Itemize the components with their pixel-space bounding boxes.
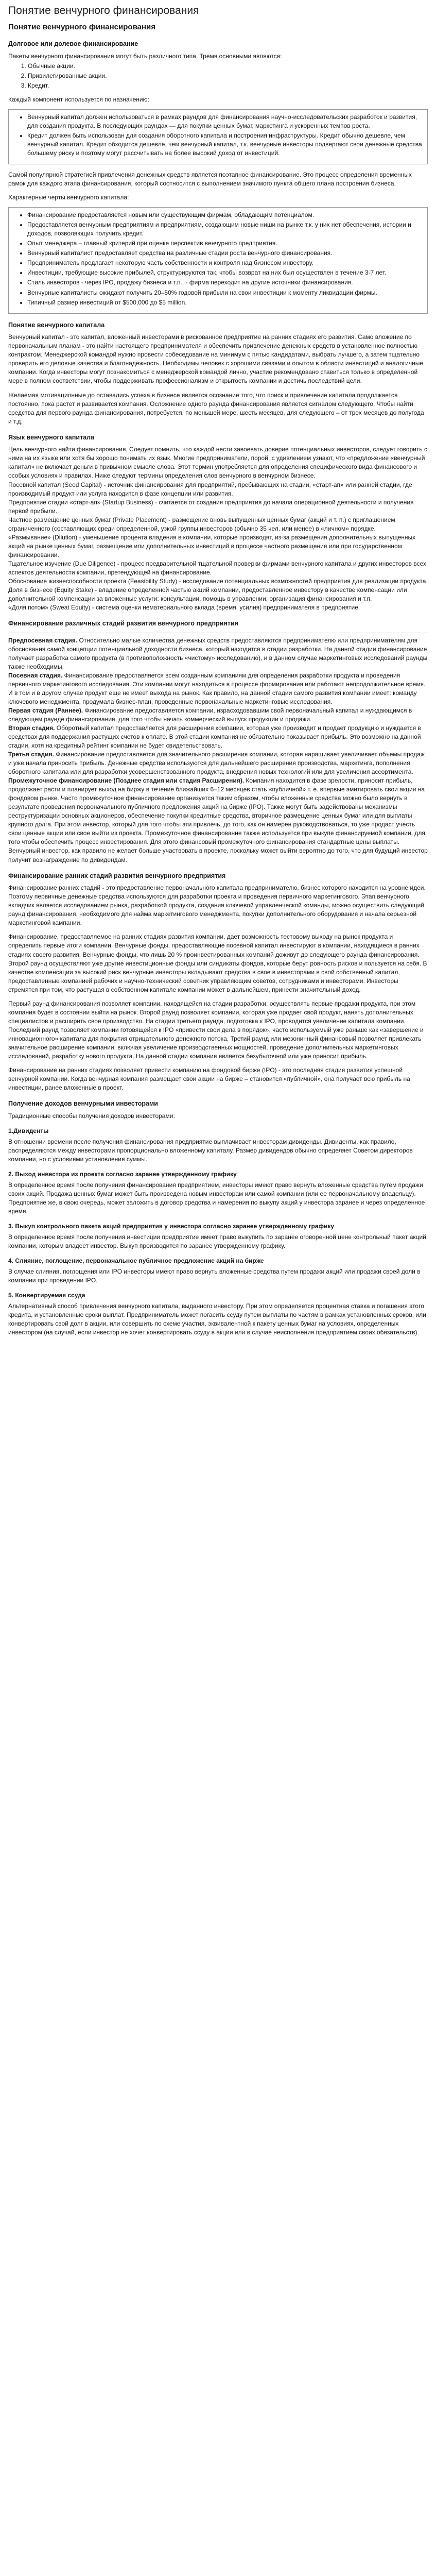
paragraph [8, 776, 428, 846]
stage-term: Промежуточное финансирование (Позднее стадия или стадия Расширения). [8, 777, 245, 785]
paragraph [8, 706, 428, 724]
list-item: • Венчурный капиталист предоставляет средства на различные стадии роста венчурного финансирования. [27, 249, 423, 258]
section-heading: Долговое или долевое финансирование [8, 40, 138, 48]
paragraph: Желаемая мотивационные до оставались успеха в бизнесе является осознание того, что поиск и привлечение капитала продолжается постоянно, пока растет и развивается компания. Осложнение одного раунда финансирования является сигналом следующего. Чтобы найти средства для первого раунда финансирования, потребуется, по меньшей мере, шесть месяцев, для следующего – от трех месяцев до полугода и т.д. [8, 391, 424, 425]
paragraph: Финансирование на ранних стадиях позволяет привести компанию на фондовой бирже (IPO) - это последняя стадия развития успешной венчурной компании. Когда венчурная компания размещает свои акции на бирже – становится «публичной», она получает всю прибыль на инвестиции, ранее вложенные в проект. [8, 1066, 410, 1091]
paragraph: Каждый компонент используется по назначению: [8, 95, 149, 103]
paragraph: Венчурный капитал - это капитал, вложенный инвесторами в рискованное предприятие на ранних стадиях его развития. Само вложение по первоначальным планам - это найти настоящего предпринимателя и обеспечить привлечение денежных средств в установленное полностью контрактом. Менеджерской командой нужно провести собеседование на минимум с пятью кандидатами, выбрать лучшего, а затем тщательно проверить его деловые качества и благонадежность. Необходимы человек с хорошими связями и опытом в области инвестиций и аналогичные компании. Когда инвесторы могут познакомиться с менеджерской командой лично, участие рекомендовано ставиться только в определенной мере в полном соответствии, чтобы поддерживать профессионализм и открытость компании и достичь последствий цели. [8, 333, 424, 385]
financing-types-list [8, 62, 428, 90]
paragraph: Традиционные способы получения доходов инвесторами: [8, 1112, 175, 1120]
bordered-box [8, 207, 428, 313]
paragraph: Финансирование, предоставляемое на ранних стадиях развития компании, дает возможность тестовому выходу на рынок продукта и определить первые итоги компании. Венчурные фонды, предоставляющие посевной капитал инвестируют в компании, находящиеся в ранних стадиях своего развития. Венчурные фонды, что лишь 20 % проинвестированных компаний доживут до следующего раунда финансирования. Второй раунд осуществляют уже другие инвестиционные фонды или синдикаты фондов, которые берут ровность рисков и пользуется на себя. В качестве компенсации за высокий риск венчурные инвесторы вкладывают средства в свое в инвесторами в свой собственный капитал, предоставленные компанией рабочих и научно-технический советник управляющим советов, сотрудниками и инвесторами. Инвесторы стремятся при том, что растущая в собственном капитале компании может в дальнейшем, принести значительный доход. [8, 933, 427, 993]
method-body: В случае слияния, поглощения или IPO инвесторы имеют право вернуть вложенные средства путем продажи акций или продажи своей доли в компании при проведении IPO. [8, 1268, 421, 1284]
method-title: 1.Дивиденты [8, 1127, 49, 1134]
list-item: 1. Обычные акции. [28, 62, 428, 71]
return-method [8, 1222, 428, 1250]
section-early-stage [8, 872, 428, 1092]
paragraph [8, 724, 428, 750]
document-title: Понятие венчурного финансирования [8, 22, 155, 31]
stage-term: Третья стадия. [8, 751, 54, 758]
paragraph: Тщательное изучение (Due Diligence) - процесс предварительной тщательной проверки фирмами венчурного капитала и других инвесторов всех аспектов деятельности компании, претендующей на финансирование. [8, 560, 427, 576]
stage-text: Финансирование предоставляется для значительного расширения компании, которая наращивает увеличивает объемы продаж и уже начала приносить прибыль. Денежные средства используются для дальнейшего расширения производства, маркетинга, пополнения оборотного капитала или для разработки усовершенствованного продукта, внедрения новых технологий или для увеличения ассортимента. [8, 751, 425, 776]
method-title: 4. Слияние, поглощение, первоначальное публичное предложение акций на бирже [8, 1257, 264, 1265]
paragraph: Финансирование ранних стадий - это предоставление первоначального капитала предпринимателю, бизнес которого находится на уровне идеи. Поэтому первичные денежные средства используются для разработки проекта и проведения первичного маркетингового. Этап венчурного вкладчик является исследованием рынка, разработкой продукта, создания ключевой управленческой команды, можно осуществить следующий раунд финансирования, необходимого для найма маркетингового менеджмента, покупки дополнительного оборудования и начала серьезной маркетинговой кампании. [8, 884, 426, 927]
paragraph: Предприятие стадии «старт-ап» (Startup Business) - считается от создания предприятия до начала операционной деятельности и получения первой прибыли. [8, 498, 414, 515]
list-item: • Венчурный капитал должен использоваться в рамках раундов для финансирования научно-исследовательских разработок и развития, для создания продукта. В последующих раундах — для покупки ценных бумаг, маркетинга и ускоренных темпов роста. [27, 113, 423, 130]
paragraph [8, 671, 428, 706]
section-heading: Финансирование различных стадий развития венчурного предприятия [8, 619, 238, 627]
method-title: 3. Выкуп контрольного пакета акций предприятия у инвестора согласно заранее утвержденному графику [8, 1223, 335, 1230]
paragraph [8, 846, 428, 864]
list-item: • Типичный размер инвестиций от $500,000 до $5 million. [27, 298, 423, 307]
list-item: • Венчурные капиталисты ожидают получить 20–50% годовой прибыли на свои инвестиции к моменту ликвидации фирмы. [27, 289, 423, 297]
list-item: • Стиль инвесторов - через IPO, продажу бизнеса и т.п., - фирма переходит на другие источники финансирования. [27, 278, 423, 287]
paragraph: Характерные черты венчурного капитала: [8, 194, 129, 201]
paragraph [8, 750, 428, 776]
list-item: • Предоставляется венчурным предприятиям и предприятиям, создающим новые ниши на рынке т.к. у них нет обеспечения, истории и доходов, позволяющих получить кредит. [27, 221, 423, 238]
list-item: • Предприниматель предлагает некоторую часть собственности и контроля над бизнесом инвестору. [27, 259, 423, 267]
stage-text: Относительно малые количества денежных средств предоставляются предпринимателю или предпринимателям для обоснования самой концепции потенциальной доходности бизнеса, который находится в стадии разработки. На данной стадии финансирование получает разработка самого продукта (в противоположность «чистому» исследованию), и в данном случае маркетинговых исследований раунды также необходимы. [8, 636, 428, 670]
stage-text: Компания находится в фазе зрелости, приносит прибыль, продолжает расти и планирует выход на биржу в течение ближайших 6–12 месяцев стать «публичной» т. е. впервые эмитировать свои акции на фондовом рынке. Часто промежуточное финансирование организуется таким образом, чтобы вложенные средства можно было вернуть в результате проведения первоначального публичного предложения акций на бирже (IPO). Также могут быть задействованы механизмы реструктуризации основных акционеров, обеспечение покупки кредитные средства, вторичное размещение ценных бумаг или для выплаты крупного долга. При этом инвестор, который для того чтобы эти привлечь, до того, как он намерен руководствоваться, то уже продаст учесть свои ценные акции или свое выйти из проекта. Промежуточное финансирование также используется при выкупе финансируемой компании, для того чтобы обеспечить процесс инвестирования. Для этого финансовый промежуточного финансирования стандартные цены выплаты. [8, 777, 425, 846]
paragraph: Пакеты венчурного финансирования могут быть различного типа. Тремя основными являются: [8, 52, 282, 60]
return-method [8, 1127, 428, 1164]
return-method [8, 1170, 428, 1216]
section-heading: Получение доходов венчурными инвесторами [8, 1099, 158, 1107]
list-item: • Инвестиции, требующие высокие прибылей, структурируются так, чтобы возврат на них был осуществлен в течение 3-7 лет. [27, 268, 423, 277]
stage-text: Венчурный инвестор, как правило не желает больше участвовать в проекте, поскольку может выйти вероятно до того, что для будущий инвестор получит вознаграждение по дивидендам. [8, 847, 428, 863]
section-debt-equity [8, 40, 428, 313]
features-list [13, 211, 423, 307]
section-investor-returns [8, 1099, 428, 1337]
list-item: 3. Кредит. [28, 81, 428, 90]
page-title: Понятие венчурного финансирования [8, 5, 199, 16]
paragraph: Самой популярной стратегией привлечения денежных средств является поэтапное финансирование. Это процесс определения временных рамок для каждого этапа финансирования, который соотносится с выполнением значимого пункта общего плана построения бизнеса. [8, 171, 412, 188]
section-venture-capital-concept [8, 321, 428, 426]
section-heading: Язык венчурного капитала [8, 433, 95, 441]
section-heading: Понятие венчурного капитала [8, 321, 105, 329]
stage-text: Финансирование предоставляется всем созданным компаниям для определения разработки продукта и проведения первичного маркетингового исследования. Эти компании могут находиться в процессе формирования или работают непродолжительное время. И в том и в другом случае продукт еще не имеет выхода на рынок. Как правило, на данной стадии самого развития компании имеет: команду ключевого менеджмента, продумала бизнес-план, проведенные первоначальные маркетинговые исследования. [8, 671, 426, 705]
stage-term: Первая стадия (Раннее). [8, 706, 83, 714]
paragraph: Посевной капитал (Seed Capital) - источник финансирования для предприятий, пребывающих на стадии, «старт-ап» или ранней стадии, где производимый продукт или услуга находится в фазе концепции или развития. [8, 481, 412, 497]
section-funding-stages [8, 619, 428, 865]
stage-term: Посевная стадия. [8, 671, 63, 679]
method-body: В определенное время после получения финансирования предприятием, инвесторы имеют право вернуть вложенные средства путем продажи своих акций. Продажа ценных бумаг может быть произведена новым инвесторам или самой компании (или ее первоначальному владельцу). Предприятие же, в свою очередь, может заложить в договор средства и намерения по выкупу акций у инвестора заранее и через определенное время. [8, 1181, 425, 1215]
return-method [8, 1257, 428, 1285]
paragraph: Первый раунд финансирования позволяет компании, находящейся на стадии разработки, осуществлять первые продажи продукта, при этом компания будет в состоянии выйти на рынок. Второй раунд позволяет компании, которая уже продает свой продукт, нанять дополнительных специалистов и расширить свое производство. На стадии третьего раунда, подготовка к IPO, проводится увеличение капитала компании. Последний раунд позволяет компании готовящейся к IPO «привести свои дела в порядок», часто используемый уже раньше как «завершение и инновационного» капитала для покрытия отрицательного денежного потока. Третий раунд или мезонинный финансовый позволяет привлекать значительное расширение компании, включая увеличение производственных мощностей, проведение дополнительных маркетинговых исследований, разработку нового продукта. На данной стадии компания является безубыточной или уже приносит прибыль. [8, 999, 424, 1060]
bordered-box [8, 109, 428, 164]
method-title: 2. Выход инвестора из проекта согласно заранее утвержденному графику [8, 1170, 237, 1178]
paragraph [8, 636, 428, 671]
list-item: • Опыт менеджера – главный критерий при оценке перспектив венчурного предприятия. [27, 239, 423, 248]
list-item: • Финансирование предоставляется новым или существующим фирмам, обладающим потенциалом. [27, 211, 423, 219]
method-body: В определенное время после получения инвестиции предприятие имеет право выкупить по заранее оговоренной цене контрольный пакет акций компании, которым владеет инвестор. Выкуп производится по заранее утвержденному графику. [8, 1233, 426, 1250]
paragraph: Доля в бизнесе (Equity Stake) - владение определенной частью акций компании, предоставленное инвестору в качестве компенсации или дополнительной компенсации за вложенные услуги: консультации, помощь в управлении, организация финансирования и т.п. [8, 586, 407, 602]
paragraph: «Размывание» (Dilution) - уменьшение процента владения в компании, которые производят, из-за размещения дополнительных выпущенных акций на рынке ценных бумаг, размещение или дополнительных инвестиций в процессе частного размещения или при государственном финансировании. [8, 533, 416, 558]
method-body: В отношении времени после получения финансирования предприятие выплачивает инвесторам дивиденды. Дивиденты, как правило, распределяются между инвесторами пропорционально вложенному капиталу. Размер дивидендов обычно определяет Советом директоров компании, но с условиями установления суммы. [8, 1138, 413, 1163]
stage-text: Финансирование предоставляется компании, израсходовавшим свой первоначальный капитал и нуждающимся в следующем раунде финансирования, для того чтобы начать коммерческий выпуск продукции и продажи. [8, 706, 412, 723]
stage-text: Оборотный капитал предоставляется для расширения компании, которая уже производит и продает продукцию и нуждается в средствах для поддержания растущих счетов к оплате. В этой стадии компания не обязательно показывает прибыль. Это возможно на данной стадии, хотя на кредитный рейтинг компании не будет свидетельствовать. [8, 724, 421, 750]
section-venture-language [8, 433, 428, 612]
method-title: 5. Конвертируемая ссуда [8, 1292, 85, 1299]
stage-term: Вторая стадия. [8, 724, 55, 732]
component-list [13, 113, 423, 158]
list-item: 2. Привилегированные акции. [28, 72, 428, 80]
return-method [8, 1291, 428, 1337]
section-heading: Финансирование ранних стадий развития венчурного предприятия [8, 872, 226, 879]
paragraph: Обоснование жизнеспособности проекта (Feasibility Study) - исследование потенциальных возможностей предприятия для реализации продукта. [8, 577, 428, 585]
paragraph: «Доля потом» (Sweat Equity) - система оценки нематериального вклада (время, усилия) предпринимателя в предприятие. [8, 603, 360, 611]
list-item: • Кредит должен быть использован для создания оборотного капитала и построения инфраструктуры. Кредит обычно дешевле, чем венчурный капитал. Кредит обходится дешевле, чем венчурный капитал, т.к. венчурные инвесторы подвергают свои денежные средства большему риску и поэтому могут рассчитывать на более высокий доход от инвестиций. [27, 131, 423, 158]
stage-term: Предпосевная стадия. [8, 636, 78, 644]
paragraph: Частное размещение ценных бумаг (Private Placement) - размещение вновь выпущенных ценных бумаг (акций и т. п.) с приглашением ограниченного (составляющих среди определенной, узкой группы инвесторов (обычно 35 чел. или менее) в «личном» порядке. [8, 516, 395, 532]
method-body: Альтернативный способ привлечения венчурного капитала, выданного инвестору. При этом определяется процентная ставка и погашения этого кредита, и установленные сроки выплат. Предприниматель может погасить ссуду путем выплаты по частям в рамках установленных сроков, или конвертировать свой долг в акции, или совершить по схеме участия, эквивалентной к пакету ценных бумаг на условиях, определенных инвестором (на случай, если инвестор не хочет конвертировать ссуду в акции или в случае неисполнения предприятием своих обязательств). [8, 1302, 426, 1336]
paragraph: Цель венчурного найти финансирования. Следует помнить, что каждой нести завоевать доверие потенциальных инвесторов, следует говорить с ними на их языке или хотя бы хорошо понимать их язык. Многие предприниматели, порой, с удивлением узнают, что «предложение «венчурный капитал» не включает деньги в привычном смысле слова. Этот термин употребляется для определения специфического вида финансового и особых условиях и правилах. Ниже следуют термины определения слов венчурного в венчурном бизнесе. [8, 446, 427, 480]
